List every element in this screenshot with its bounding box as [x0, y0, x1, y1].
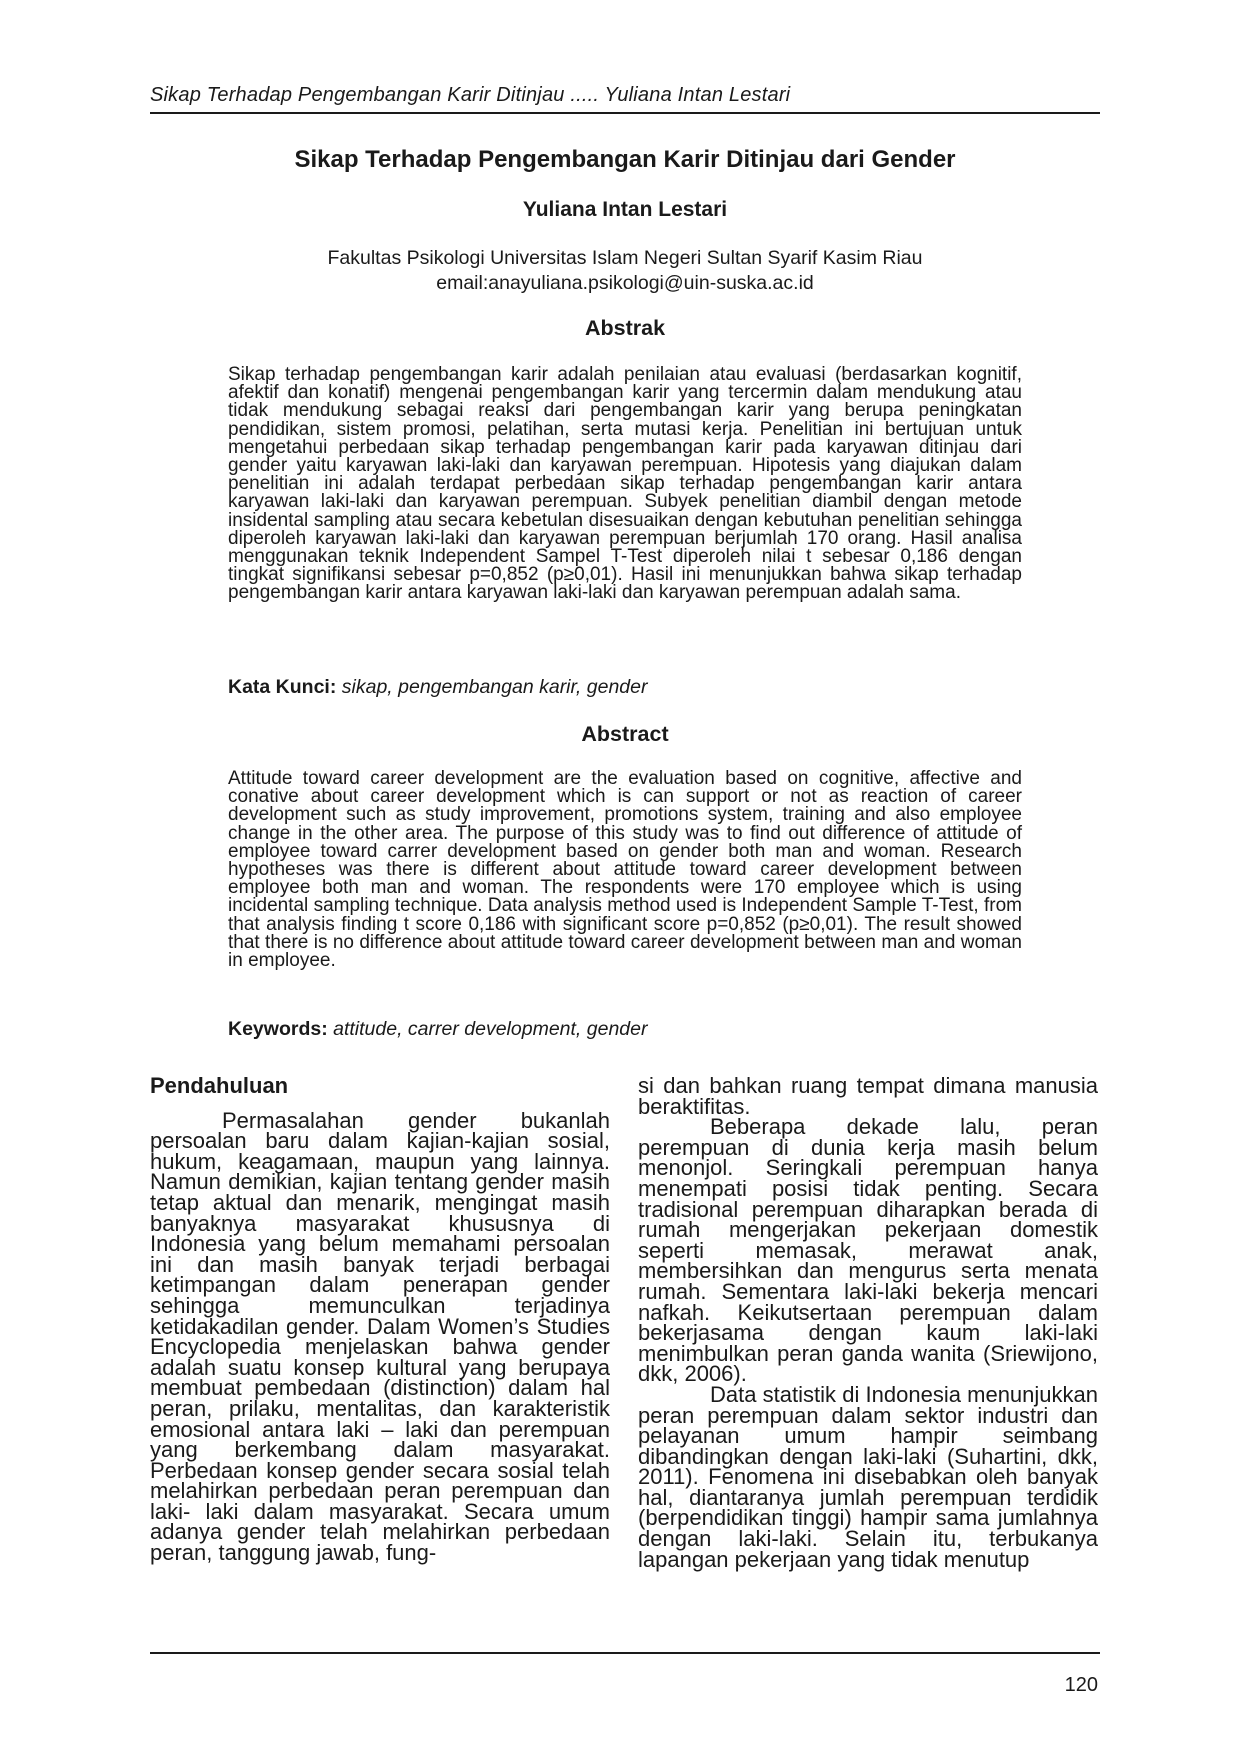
intro-paragraph-1-continued: si dan bahkan ruang tempat dimana manusia beraktifitas. — [638, 1073, 1098, 1119]
author-email: email:anayuliana.psikologi@uin-suska.ac.id — [436, 272, 814, 294]
keywords-label: Keywords: — [228, 1018, 328, 1040]
keywords — [228, 1018, 1022, 1041]
header-rule — [150, 112, 1100, 114]
keywords-values: attitude, carrer development, gender — [333, 1018, 648, 1040]
abstract-body: Attitude toward career development are the evaluation based on cognitive, affective and conative about career development which is can support or not as reaction of career development such as study improvement, promotions system, training and also employee change in the other area. The purpose of this study was to find out difference of attitude of employee toward carrer development based on gender both man and woman. Research hypotheses was there is different about attitude toward career development between employee both man and woman. The respondents were 170 employee which is using incidental sampling technique. Data analysis method used is Independent Sample T-Test, from that analysis finding t score 0,186 with significant score p=0,852 (p≥0,01). The result showed that there is no difference about attitude toward career development between man and woman in employee. — [228, 768, 1022, 972]
affiliation-block — [150, 246, 1100, 296]
right-column — [638, 1073, 1098, 1572]
author-name: Yuliana Intan Lestari — [522, 198, 728, 221]
running-head: Sikap Terhadap Pengembangan Karir Ditinjau ..... Yuliana Intan Lestari — [150, 84, 791, 106]
kata-kunci-label: Kata Kunci: — [228, 676, 337, 698]
page-number: 120 — [1064, 1674, 1098, 1696]
affiliation: Fakultas Psikologi Universitas Islam Negeri Sultan Syarif Kasim Riau — [327, 247, 923, 269]
intro-paragraph-2: Beberapa dekade lalu, peran perempuan di dunia kerja masih belum menonjol. Seringkali perempuan hanya menempati posisi tidak penting. Secara tradisional perempuan diharapkan berada di rumah mengerjakan pekerjaan domestik seperti memasak, merawat anak, membersihkan dan mengurus serta menata rumah. Sementara laki-laki bekerja mencari nafkah. Keikutsertaan perempuan dalam bekerjasama dengan kaum laki-laki menimbulkan peran ganda wanita (Sriewijono, dkk, 2006). — [638, 1114, 1098, 1387]
intro-paragraph-3: Data statistik di Indonesia menunjukkan peran perempuan dalam sektor industri dan pelayanan umum hampir seimbang dibandingkan dengan laki-laki (Suhartini, dkk, 2011). Fenomena ini disebabkan oleh banyak hal, diantaranya jumlah perempuan terdidik (berpendidikan tinggi) hampir sama jumlahnya dengan laki-laki. Selain itu, terbukanya lapangan pekerjaan yang tidak menutup — [638, 1381, 1098, 1572]
abstrak-heading: Abstrak — [584, 316, 666, 340]
abstrak-body: Sikap terhadap pengembangan karir adalah penilaian atau evaluasi (berdasarkan kognitif, afektif dan konatif) mengenai pengembangan karir yang tercermin dalam mendukung atau tidak mendukung sebagai reaksi dari pengembangan karir yang berupa peningkatan pendidikan, sistem promosi, pelatihan, serta mutasi kerja. Penelitian ini bertujuan untuk mengetahui perbedaan sikap terhadap pengembangan karir pada karyawan ditinjau dari gender yaitu karyawan laki-laki dan karyawan perempuan. Hipotesis yang diajukan dalam penelitian ini adalah terdapat perbedaan sikap terhadap pengembangan karir antara karyawan laki-laki dan karyawan perempuan. Subyek penelitian diambil dengan metode insidental sampling atau secara kebetulan disesuaikan dengan kebutuhan penelitian sehingga diperoleh karyawan laki-laki dan karyawan perempuan berjumlah 170 orang. Hasil analisa menggunakan teknik Independent Sampel T-Test diperoleh nilai t sebesar 0,186 dengan tingkat signifikansi sebesar p=0,852 (p≥0,01). Hasil ini menunjukkan bahwa sikap terhadap pengembangan karir antara karyawan laki-laki dan karyawan perempuan adalah sama. — [228, 364, 1022, 604]
kata-kunci — [228, 676, 1022, 699]
abstract-heading: Abstract — [581, 722, 669, 746]
intro-paragraph-1: Permasalahan gender bukanlah persoalan baru dalam kajian-kajian sosial, hukum, keagamaan, maupun yang lainnya. Namun demikian, kajian tentang gender masih tetap aktual dan menarik, mengingat masih banyaknya masyarakat khususnya di Indonesia yang belum memahami persoalan ini dan masih banyak terjadi berbagai ketimpangan dalam penerapan gender sehingga memunculkan terjadinya ketidakadilan gender. Dalam Women’s Studies Encyclopedia menjelaskan bahwa gender adalah suatu konsep kultural yang berupaya membuat pembedaan (distinction) dalam hal peran, prilaku, mentalitas, dan karakteristik emosional antara laki – laki dan perempuan yang berkembang dalam masyarakat. Perbedaan konsep gender secara sosial telah melahirkan perbedaan peran perempuan dan laki- laki dalam masyarakat. Secara umum adanya gender telah melahirkan perbedaan peran, tanggung jawab, fung- — [150, 1107, 610, 1566]
left-column — [150, 1073, 610, 1566]
kata-kunci-values: sikap, pengembangan karir, gender — [341, 676, 648, 698]
pendahuluan-heading: Pendahuluan — [150, 1073, 289, 1098]
paper-title: Sikap Terhadap Pengembangan Karir Ditinjau dari Gender — [294, 146, 956, 173]
footer-rule — [150, 1652, 1100, 1654]
